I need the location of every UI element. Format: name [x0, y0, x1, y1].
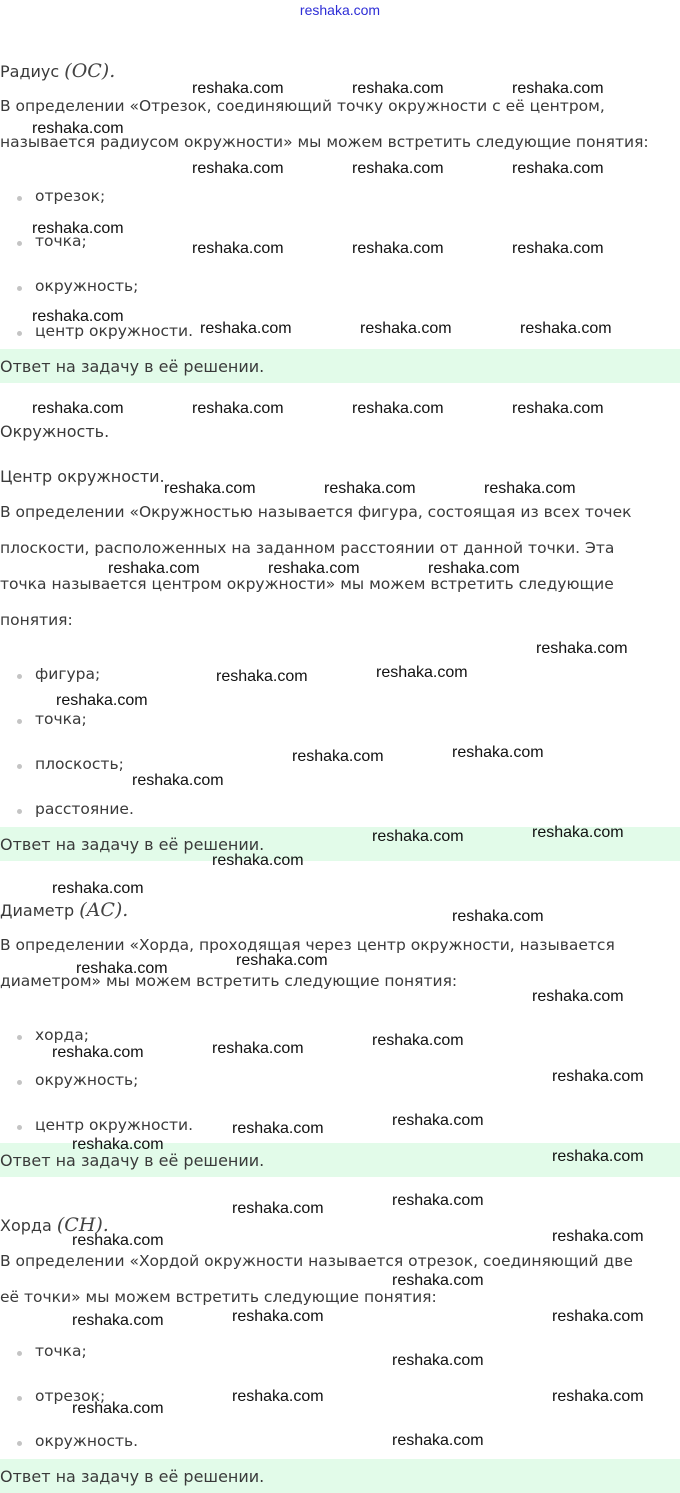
- watermark: reshaka.com: [132, 772, 224, 789]
- list-item: плоскость;: [35, 755, 124, 773]
- bullet-icon: [17, 1125, 22, 1130]
- section-title-center: Центр окружности.: [0, 467, 165, 486]
- list-item: отрезок;: [35, 1387, 106, 1405]
- watermark: reshaka.com: [32, 400, 124, 417]
- bullet-icon: [17, 1441, 22, 1446]
- watermark: reshaka.com: [232, 1120, 324, 1137]
- section-title-diameter: [0, 900, 128, 921]
- watermark: reshaka.com: [352, 160, 444, 177]
- watermark: reshaka.com: [164, 480, 256, 497]
- watermark: reshaka.com: [360, 320, 452, 337]
- answer-banner: [0, 349, 680, 383]
- watermark: reshaka.com: [292, 748, 384, 765]
- definition-line: точка называется центром окружности» мы можем встретить следующие: [0, 575, 614, 593]
- bullet-icon: [17, 241, 22, 246]
- watermark: reshaka.com: [192, 80, 284, 97]
- list-item: фигура;: [35, 665, 101, 683]
- watermark: reshaka.com: [212, 1040, 304, 1057]
- definition-line: её точки» мы можем встретить следующие понятия:: [0, 1288, 437, 1306]
- definition-line: понятия:: [0, 611, 73, 629]
- watermark: reshaka.com: [52, 880, 144, 897]
- list-item: центр окружности.: [35, 1116, 194, 1134]
- watermark: reshaka.com: [532, 824, 624, 841]
- section-title-circle: Окружность.: [0, 422, 110, 441]
- bullet-icon: [17, 674, 22, 679]
- watermark: reshaka.com: [532, 988, 624, 1005]
- watermark: reshaka.com: [552, 1388, 644, 1405]
- answer-text: Ответ на задачу в её решении.: [0, 834, 265, 854]
- watermark: reshaka.com: [52, 1044, 144, 1061]
- watermark: reshaka.com: [212, 852, 304, 869]
- watermark: reshaka.com: [192, 160, 284, 177]
- list-item: точка;: [35, 710, 87, 728]
- bullet-icon: [17, 719, 22, 724]
- watermark: reshaka.com: [232, 1388, 324, 1405]
- watermark: reshaka.com: [72, 1400, 164, 1417]
- watermark: reshaka.com: [452, 744, 544, 761]
- bullet-icon: [17, 1080, 22, 1085]
- watermark: reshaka.com: [76, 960, 168, 977]
- watermark: reshaka.com: [552, 1148, 644, 1165]
- list-item: окружность;: [35, 277, 139, 295]
- watermark: reshaka.com: [352, 240, 444, 257]
- watermark: reshaka.com: [32, 120, 124, 137]
- watermark: reshaka.com: [372, 1032, 464, 1049]
- title-text: Диаметр: [0, 901, 75, 920]
- watermark: reshaka.com: [232, 1200, 324, 1217]
- watermark: reshaka.com: [552, 1068, 644, 1085]
- watermark: reshaka.com: [520, 320, 612, 337]
- list-item: расстояние.: [35, 800, 134, 818]
- bullet-icon: [17, 196, 22, 201]
- definition-line: называется радиусом окружности» мы можем встретить следующие понятия:: [0, 133, 649, 151]
- definition-line: В определении «Хорда, проходящая через центр окружности, называется: [0, 936, 615, 954]
- watermark: reshaka.com: [108, 560, 200, 577]
- answer-text: Ответ на задачу в её решении.: [0, 1150, 265, 1170]
- section-title-radius: [0, 61, 115, 82]
- watermark: reshaka.com: [512, 160, 604, 177]
- watermark: reshaka.com: [72, 1232, 164, 1249]
- watermark: reshaka.com: [200, 320, 292, 337]
- watermark: reshaka.com: [552, 1308, 644, 1325]
- list-item: окружность;: [35, 1071, 139, 1089]
- watermark: reshaka.com: [376, 664, 468, 681]
- bullet-icon: [17, 764, 22, 769]
- watermark: reshaka.com: [72, 1312, 164, 1329]
- watermark: reshaka.com: [536, 640, 628, 657]
- definition-line: В определении «Окружностью называется фигура, состоящая из всех точек: [0, 503, 632, 521]
- watermark: reshaka.com: [452, 908, 544, 925]
- watermark: reshaka.com: [32, 308, 124, 325]
- watermark: reshaka.com: [484, 480, 576, 497]
- watermark: reshaka.com: [236, 952, 328, 969]
- watermark: reshaka.com: [192, 240, 284, 257]
- watermark: reshaka.com: [392, 1192, 484, 1209]
- title-text: Хорда: [0, 1216, 52, 1235]
- bullet-icon: [17, 331, 22, 336]
- watermark: reshaka.com: [392, 1272, 484, 1289]
- watermark: reshaka.com: [512, 400, 604, 417]
- watermark: reshaka.com: [372, 828, 464, 845]
- watermark: reshaka.com: [392, 1112, 484, 1129]
- bullet-icon: [17, 1035, 22, 1040]
- watermark: reshaka.com: [428, 560, 520, 577]
- watermark: reshaka.com: [392, 1432, 484, 1449]
- list-item: точка;: [35, 1342, 87, 1360]
- title-text: Радиус: [0, 62, 60, 81]
- definition-line: В определении «Хордой окружности называется отрезок, соединяющий две: [0, 1252, 633, 1270]
- watermark: reshaka.com: [216, 668, 308, 685]
- list-item: окружность.: [35, 1432, 139, 1450]
- watermark: reshaka.com: [552, 1228, 644, 1245]
- math-notation: (AC).: [79, 899, 129, 921]
- definition-line: плоскости, расположенных на заданном расстоянии от данной точки. Эта: [0, 539, 615, 557]
- list-item: точка;: [35, 232, 87, 250]
- bullet-icon: [17, 809, 22, 814]
- math-notation: (OC).: [64, 60, 116, 82]
- bullet-icon: [17, 1351, 22, 1356]
- list-item: хорда;: [35, 1026, 89, 1044]
- watermark: reshaka.com: [392, 1352, 484, 1369]
- definition-line: В определении «Отрезок, соединяющий точку окружности с её центром,: [0, 97, 605, 115]
- watermark: reshaka.com: [72, 1136, 164, 1153]
- list-item: центр окружности.: [35, 322, 194, 340]
- watermark: reshaka.com: [352, 400, 444, 417]
- answer-text: Ответ на задачу в её решении.: [0, 356, 265, 376]
- watermark: reshaka.com: [512, 240, 604, 257]
- bullet-icon: [17, 286, 22, 291]
- list-item: отрезок;: [35, 187, 106, 205]
- watermark: reshaka.com: [512, 80, 604, 97]
- answer-banner: [0, 1459, 680, 1493]
- watermark: reshaka.com: [232, 1308, 324, 1325]
- math-notation: (CH).: [56, 1214, 109, 1236]
- definition-line: диаметром» мы можем встретить следующие понятия:: [0, 972, 458, 990]
- watermark: reshaka.com: [352, 80, 444, 97]
- watermark: reshaka.com: [192, 400, 284, 417]
- bullet-icon: [17, 1396, 22, 1401]
- watermark: reshaka.com: [56, 692, 148, 709]
- watermark: reshaka.com: [32, 220, 124, 237]
- answer-text: Ответ на задачу в её решении.: [0, 1466, 265, 1486]
- watermark: reshaka.com: [324, 480, 416, 497]
- site-link[interactable]: reshaka.com: [299, 2, 381, 18]
- watermark: reshaka.com: [268, 560, 360, 577]
